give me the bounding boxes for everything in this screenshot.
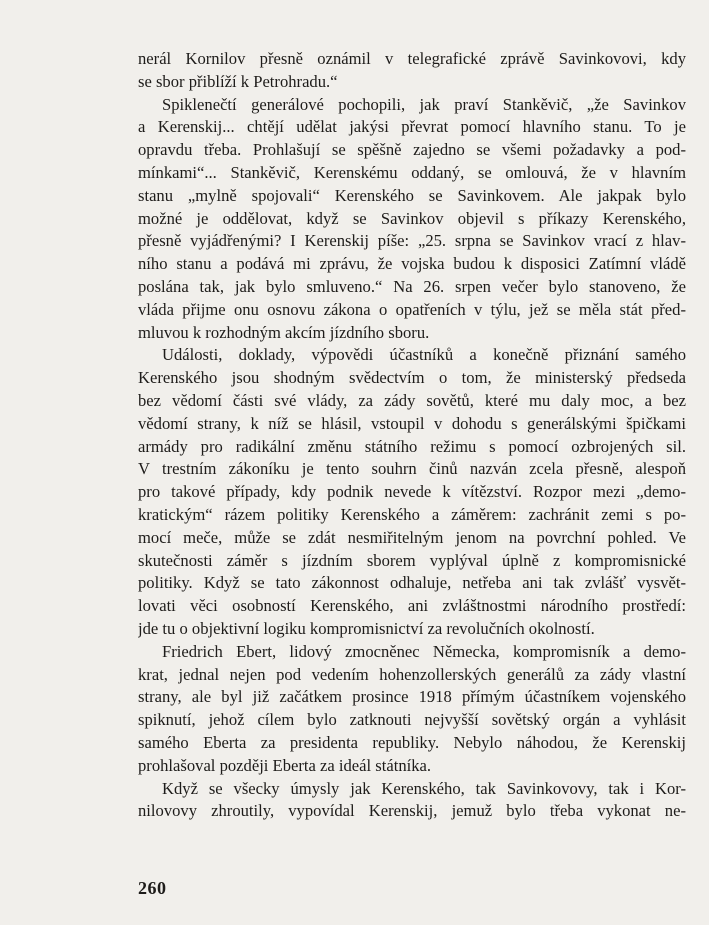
paragraph xyxy=(138,48,686,94)
text-line: V trestním zákoníku je tento souhrn činů nazván zcela přesně, alespoň xyxy=(138,459,686,479)
paragraph xyxy=(138,344,686,640)
text-line: se sbor přiblíží k Petrohradu.“ xyxy=(138,71,338,91)
text-line: jde tu o objektivní logiku kompromisnictví za revolučních okolností. xyxy=(138,618,595,638)
text-line: opravdu třeba. Prohlašují se spěšně zajedno se všemi požadavky a pod- xyxy=(138,140,686,160)
text-line: Události, doklady, výpovědi účastníků a konečně přiznání samého xyxy=(162,345,686,365)
text-line: Kerenského jsou shodným svědectvím o tom, že ministerský předseda xyxy=(138,368,686,388)
page-number: 260 xyxy=(138,878,167,898)
text-line: a Kerenskij... chtějí udělat jakýsi převrat pomocí hlavního stanu. To je xyxy=(138,117,686,137)
text-line: Friedrich Ebert, lidový zmocněnec Německa, kompromisník a demo- xyxy=(162,641,686,661)
text-line: mínkami“... Stankěvič, Kerenskému oddaný, se omlouvá, že v hlavním xyxy=(138,162,686,182)
text-line: armády pro radikální změnu státního režimu s pomocí ozbrojených sil. xyxy=(138,436,686,456)
text-line: politiky. Když se tato zákonnost odhaluje, netřeba ani tak zvlášť vysvět- xyxy=(138,573,686,593)
text-line: možné je oddělovat, když se Savinkov objevil s příkazy Kerenského, xyxy=(138,208,686,228)
text-line: mluvou k rozhodným akcím jízdního sboru. xyxy=(138,322,430,342)
text-line: poslána tak, jak bylo smluveno.“ Na 26. srpen večer bylo stanoveno, že xyxy=(138,276,686,296)
text-line: skutečnosti záměr s jízdním sborem vyplýval úplně z kompromisnické xyxy=(138,550,686,570)
text-line: prohlašoval později Eberta za ideál státníka. xyxy=(138,755,432,775)
paragraph xyxy=(138,778,686,824)
body-text xyxy=(138,48,686,823)
text-line: samého Eberta za presidenta republiky. Nebylo náhodou, že Kerenskij xyxy=(138,732,686,752)
text-line: nerál Kornilov přesně oznámil v telegrafické zprávě Savinkovovi, kdy xyxy=(138,49,686,68)
text-line: ního stanu a podává mi zprávu, že vojska budou k disposici Zatímní vládě xyxy=(138,254,686,274)
text-line: krat, jednal nejen pod vedením hohenzollerských generálů za zády vlastní xyxy=(138,664,686,684)
text-line: vědomí strany, k níž se hlásil, vstoupil v dohodu s generálskými špičkami xyxy=(138,413,686,433)
text-line: kratickým“ rázem politiky Kerenského a záměrem: zachránit zemi s po- xyxy=(138,504,686,524)
text-line: vláda přijme onu osnovu zákona o opatřeních v týlu, jež se měla stát před- xyxy=(138,299,686,319)
text-line: mocí meče, může se zdát nesmiřitelným jenom na povrchní pohled. Ve xyxy=(138,527,686,547)
text-line: přesně vyjádřenými? I Kerenskij píše: „25. srpna se Savinkov vrací z hlav- xyxy=(138,231,686,251)
text-line: bez vědomí části své vlády, za zády sovětů, které mu daly moc, a bez xyxy=(138,390,686,410)
text-line: Spiklenečtí generálové pochopili, jak praví Stankěvič, „že Savinkov xyxy=(162,94,686,114)
text-line: strany, ale byl již začátkem prosince 1918 přímým účastníkem vojenského xyxy=(138,687,686,707)
text-line: lovati věci osobností Kerenského, ani zvláštnostmi národního prostředí: xyxy=(138,596,686,616)
text-line: spiknutí, jehož cílem bylo zatknouti nejvyšší sovětský orgán a vyhlásit xyxy=(138,710,686,730)
paragraph xyxy=(138,94,686,345)
text-line: Když se všecky úmysly jak Kerenského, tak Savinkovovy, tak i Kor- xyxy=(162,778,686,798)
text-line: nilovovy zhroutily, vypovídal Kerenskij, jemuž bylo třeba vykonat ne- xyxy=(138,801,686,821)
text-line: stanu „mylně spojovali“ Kerenského se Savinkovem. Ale jakpak bylo xyxy=(138,185,686,205)
text-line: pro takové případy, kdy podnik nevede k vítězství. Rozpor mezi „demo- xyxy=(138,482,686,502)
paragraph xyxy=(138,641,686,778)
